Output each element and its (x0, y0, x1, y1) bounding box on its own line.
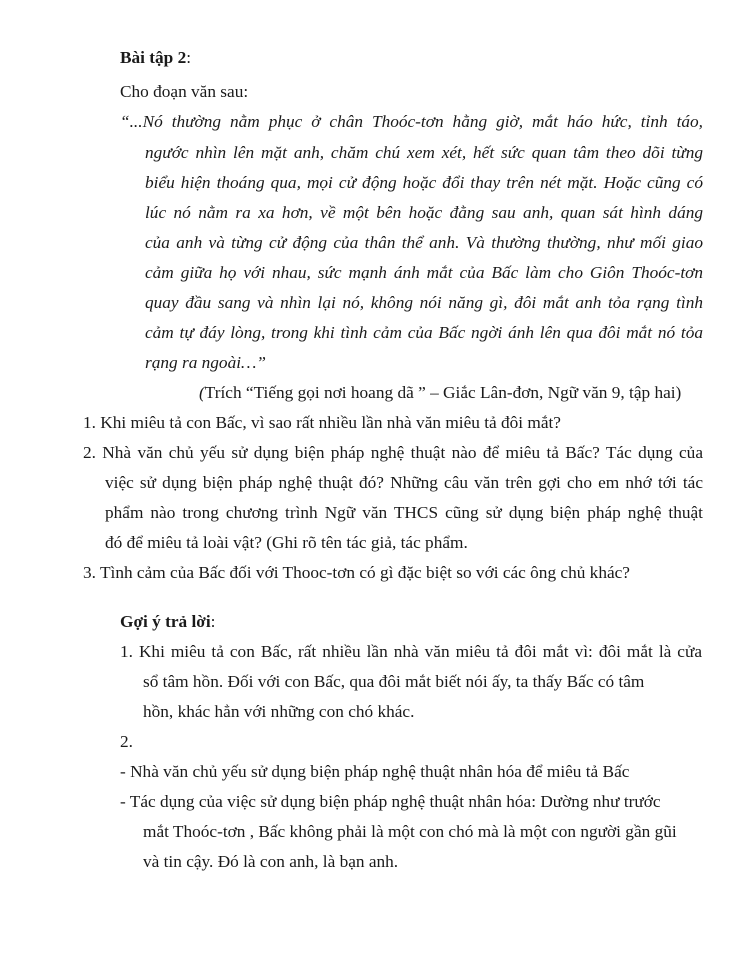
citation-open-paren: ( (199, 383, 205, 402)
answer-1-line: hồn, khác hẳn với những con chó khác. (143, 702, 415, 721)
question-2-line: đó để miêu tả loài vật? (Ghi rõ tên tác giả, tác phẩm. (105, 533, 468, 552)
passage-line: lúc nó nằm ra xa hơn, về một bên hoặc đằng sau anh, quan sát hình dáng (145, 203, 703, 222)
passage-line: của anh và từng cử động của thân thể anh. Và thường thường, như mối giao (145, 233, 703, 252)
exercise-title: Bài tập 2 (120, 48, 187, 67)
answer-1-line: sổ tâm hồn. Đối với con Bấc, qua đôi mắt biết nói ấy, ta thấy Bấc có tâm (143, 672, 645, 691)
answer-2-bullet: - Nhà văn chủ yếu sử dụng biện pháp nghệ thuật nhân hóa để miêu tả Bấc (120, 762, 630, 781)
citation-text: Trích “Tiếng gọi nơi hoang dã ” – Giắc Lân-đơn, Ngữ văn 9, tập hai) (204, 383, 682, 402)
answers-title-colon: : (210, 612, 216, 631)
passage-line: cảm giữa họ với nhau, sức mạnh ánh mắt của Bấc làm cho Giôn Thoóc-tơn (145, 263, 703, 282)
passage-line: cảm tự đáy lòng, trong khi tình cảm của Bấc ngời ánh lên qua đôi mắt nó tỏa (145, 323, 703, 342)
answer-2-label: 2. (120, 732, 133, 751)
answer-2-bullet-line: và tin cậy. Đó là con anh, là bạn anh. (143, 852, 399, 871)
passage-citation (199, 384, 681, 401)
passage-line: quay đầu sang và nhìn lại nó, không nói năng gì, đôi mắt anh tỏa rạng tình (145, 293, 703, 312)
exercise-heading (120, 49, 191, 66)
question-1: 1. Khi miêu tả con Bấc, vì sao rất nhiều lần nhà văn miêu tả đôi mắt? (83, 413, 561, 432)
answer-1-line: 1. Khi miêu tả con Bấc, rất nhiều lần nhà văn miêu tả đôi mắt vì: đôi mắt là cửa (120, 642, 702, 661)
question-3: 3. Tình cảm của Bấc đối với Thooc-tơn có gì đặc biệt so với các ông chủ khác? (83, 563, 630, 582)
passage-line: biểu hiện thoáng qua, mọi cử động hoặc đổi thay trên nét mặt. Hoặc cũng có (145, 173, 703, 192)
exercise-intro: Cho đoạn văn sau: (120, 82, 249, 101)
answers-heading (120, 613, 215, 630)
exercise-title-colon: : (186, 48, 192, 67)
question-2-line: 2. Nhà văn chủ yếu sử dụng biện pháp nghệ thuật nào để miêu tả Bấc? Tác dụng của (83, 443, 703, 462)
answers-title: Gợi ý trả lời (120, 612, 211, 631)
passage-line: ngước nhìn lên mặt anh, chăm chú xem xét, hết sức quan tâm theo dõi từng (145, 143, 703, 162)
passage-line: “...Nó thường nằm phục ở chân Thoóc-tơn hằng giờ, mắt háo hức, tỉnh táo, (120, 112, 703, 131)
answer-2-bullet-line: mắt Thoóc-tơn , Bấc không phải là một con chó mà là một con người gần gũi (143, 822, 677, 841)
answer-2-bullet-line: - Tác dụng của việc sử dụng biện pháp nghệ thuật nhân hóa: Dường như trước (120, 792, 661, 811)
question-2-line: phẩm nào trong chương trình Ngữ văn THCS cũng sử dụng biện pháp nghệ thuật (105, 503, 703, 522)
question-2-line: việc sử dụng biện pháp nghệ thuật đó? Những câu văn trên gợi cho em nhớ tới tác (105, 473, 703, 492)
passage-line: rạng ra ngoài…” (145, 353, 266, 372)
